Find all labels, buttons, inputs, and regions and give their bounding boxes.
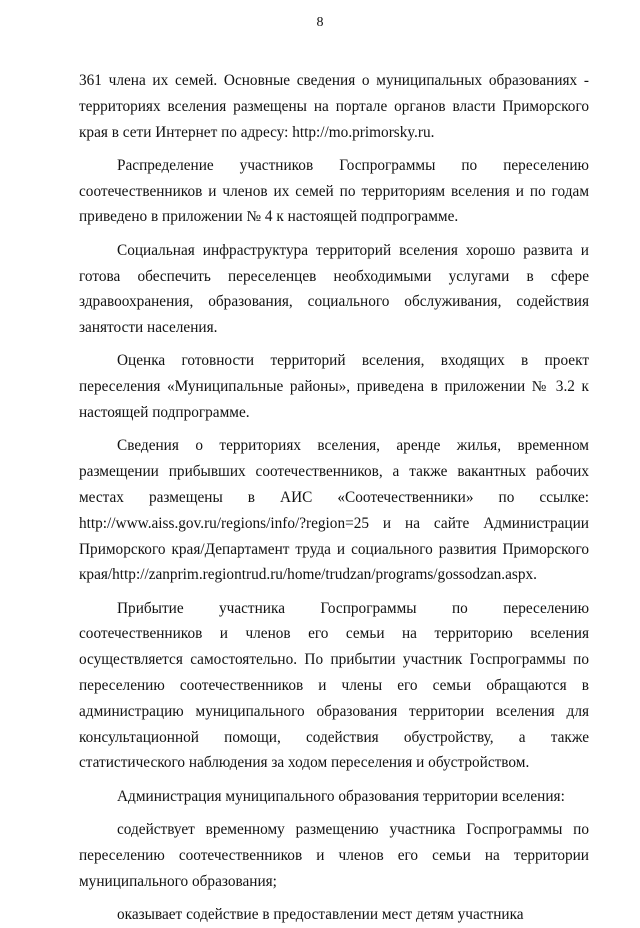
page-number: 8 xyxy=(316,15,324,30)
paragraph-administration-heading: Администрация муниципального образования территории вселения: xyxy=(117,787,565,805)
paragraph-settlement-info: 361 члена их семей. Основные сведения о муниципальных образованиях - территориях вселения размещены на портале органов власти Приморского края в сети Интернет по адресу: http://mo.primorsky.ru. xyxy=(79,72,589,141)
document-body xyxy=(79,68,589,928)
paragraph-social-infrastructure: Социальная инфраструктура территорий вселения хорошо развита и готова обеспечить переселенцев необходимыми услугами в сфере здравоохранения, образования, социального обслуживания, содействия занятости населения. xyxy=(79,241,589,337)
paragraph-participant-distribution: Распределение участников Госпрограммы по переселению соотечественников и членов их семей по территориям вселения и по годам приведено в приложении № 4 к настоящей подпрограмме. xyxy=(79,156,589,226)
paragraph-temporary-accommodation: содействует временному размещению участника Госпрограммы по переселению соотечественников и членов его семьи на территории муниципального образования; xyxy=(79,821,589,890)
paragraph-children-places: оказывает содействие в предоставлении мест детям участника xyxy=(117,905,524,923)
paragraph-arrival-procedure: Прибытие участника Госпрограммы по переселению соотечественников и членов его семьи на территорию вселения осуществляется самостоятельно. По прибытии участник Госпрограммы по переселению соотечественников и члены его семьи обращаются в администрацию муниципального образования территории вселения для консультационной помощи, содействия обустройству, а также статистического наблюдения за ходом переселения и обустройством. xyxy=(79,599,589,772)
paragraph-readiness-assessment: Оценка готовности территорий вселения, входящих в проект переселения «Муниципальные районы», приведена в приложении № 3.2 к настоящей подпрограмме. xyxy=(79,352,589,422)
paragraph-housing-vacancies-info: Сведения о территориях вселения, аренде жилья, временном размещении прибывших соотечественников, а также вакантных рабочих местах размещены в АИС «Соотечественники» по ссылке: http://www.aiss.gov.ru/regions/info/?region=25 и на сайте Администрации Приморского края/Департамент труда и социального развития Приморского края/http://zanprim.regiontrud.ru/home/trudzan/programs/gossodzan.aspx. xyxy=(79,437,589,584)
